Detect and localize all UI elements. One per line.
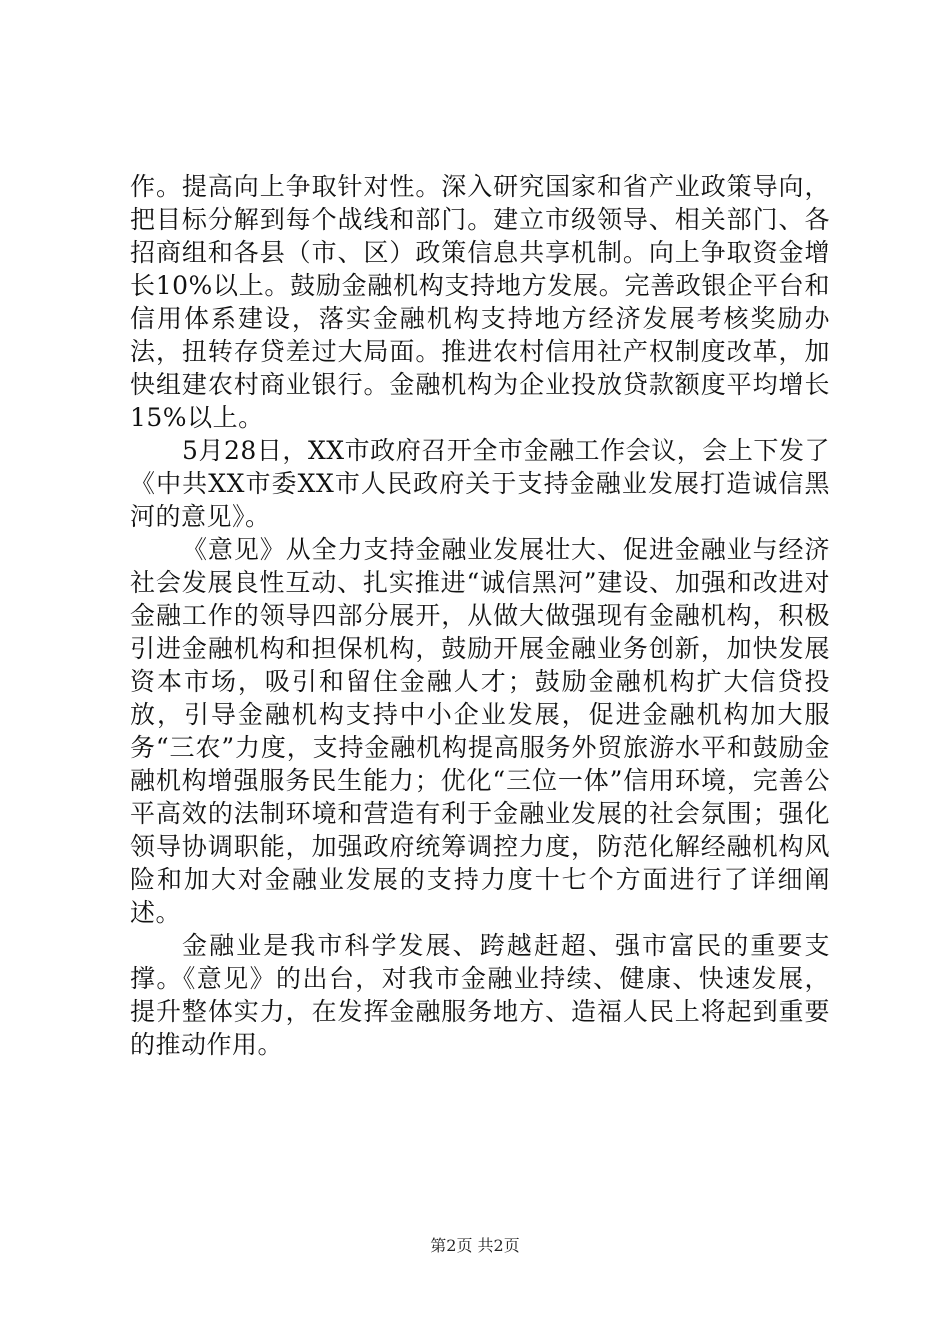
paragraph-meeting: 5月28日，XX市政府召开全市金融工作会议，会上下发了《中共XX市委XX市人民政府关于支持金融业发展打造诚信黑河的意见》。 [130,436,830,531]
paragraph-opinion-content: 《意见》从全力支持金融业发展壮大、促进金融业与经济社会发展良性互动、扎实推进“诚信黑河”建设、加强和改进对金融工作的领导四部分展开，从做大做强现有金融机构，积极引进金融机构和担保机构，鼓励开展金融业务创新，加快发展资本市场，吸引和留住金融人才；鼓励金融机构扩大信贷投放，引导金融机构支持中小企业发展，促进金融机构加大服务“三农”力度，支持金融机构提高服务外贸旅游水平和鼓励金融机构增强服务民生能力；优化“三位一体”信用环境，完善公平高效的法制环境和营造有利于金融业发展的社会氛围；强化领导协调职能，加强政府统筹调控力度，防范化解经融机构风险和加大对金融业发展的支持力度十七个方面进行了详细阐述。 [130,535,830,927]
page-footer: 第2页 共2页 [430,1236,520,1255]
paragraph-continuation: 作。提高向上争取针对性。深入研究国家和省产业政策导向，把目标分解到每个战线和部门。建立市级领导、相关部门、各招商组和各县（市、区）政策信息共享机制。向上争取资金增长10%以上。鼓励金融机构支持地方发展。完善政银企平台和信用体系建设，落实金融机构支持地方经济发展考核奖励办法，扭转存贷差过大局面。推进农村信用社产权制度改革，加快组建农村商业银行。金融机构为企业投放贷款额度平均增长15%以上。 [130,172,830,432]
paragraph-conclusion: 金融业是我市科学发展、跨越赶超、强市富民的重要支撑。《意见》的出台，对我市金融业持续、健康、快速发展，提升整体实力，在发挥金融服务地方、造福人民上将起到重要的推动作用。 [130,931,830,1059]
document-body [130,170,830,1061]
